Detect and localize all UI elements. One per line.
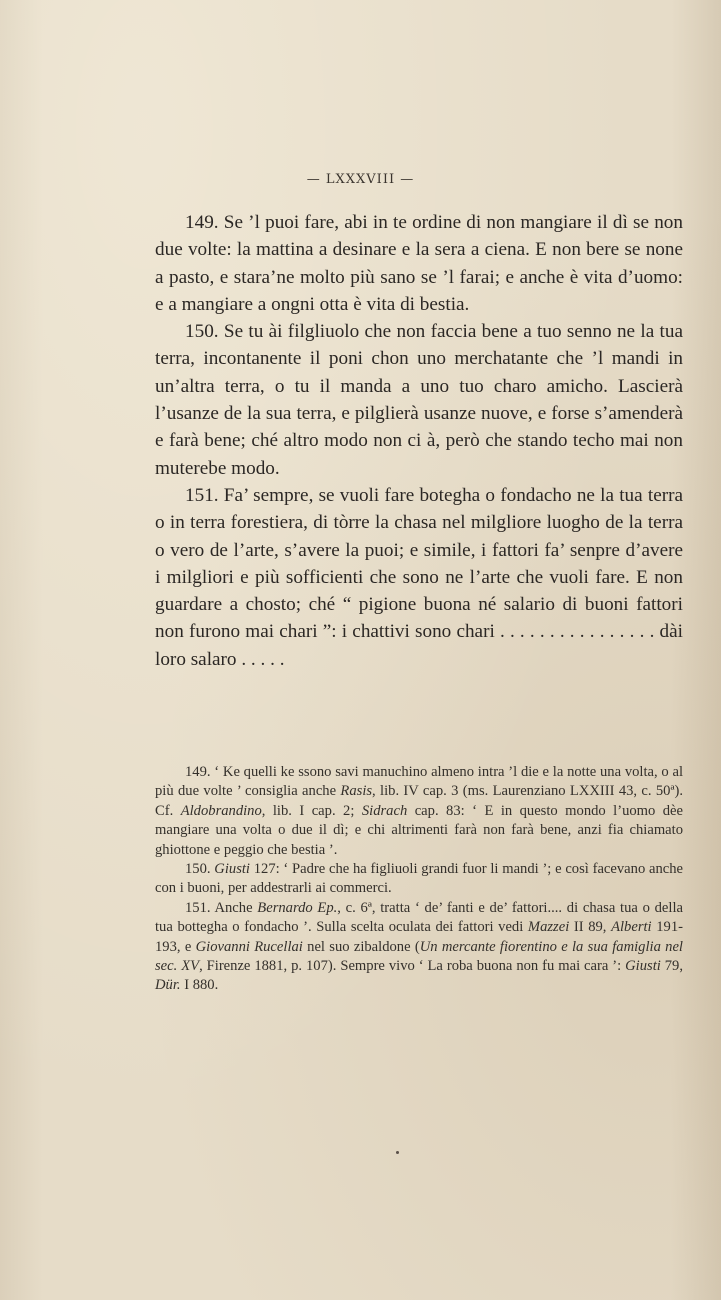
page-number: — LXXXVIII — [306, 172, 415, 187]
note-149: 149. ‘ Ke quelli ke ssono savi manuchino almeno intra ’l die e la notte una volta, o al più due volte ’ consiglia anche Rasis, lib. IV cap. 3 (ms. Laurenziano LXXIII 43, c. 50ª). Cf. Aldobrandino, lib. I cap. 2; Sidrach cap. 83: ‘ E in questo mondo l’uomo dèe mangiare una volta o due il dì; e chi altrimenti farà non farà bene, anzi fia chiamato ghiottone e peggio che bestia ’. [155, 764, 684, 858]
page-header [0, 172, 721, 187]
main-text [155, 209, 683, 673]
note-151: 151. Anche Bernardo Ep., c. 6ª, tratta ‘ de’ fanti e de’ fattori.... di chasa tua o della tua bottegha o fondacho ’. Sulla scelta oculata dei fattori vedi Mazzei II 89, Alberti 191-193, e Giovanni Rucellai nel suo zibaldone (Un mercante fiorentino e la sua famiglia nel sec. XV, Firenze 1881, p. 107). Sempre vivo ‘ La roba buona non fu mai cara ’: Giusti 79, Dür. I 880. [155, 899, 684, 994]
paragraph-150: 150. Se tu ài filgliuolo che non faccia bene a tuo senno ne la tua terra, incontanente il poni chon uno merchatante che ’l mandi in un’altra terra, o tu il manda a uno tuo charo amicho. Lascierà l’usanze de la sua terra, e pilglierà usanze nuove, e forse s’amenderà e farà bene; ché altro modo non ci à, però che stando techo mai non muterebe modo. [155, 321, 683, 479]
paragraph-151: 151. Fa’ sempre, se vuoli fare botegha o fondacho ne la tua terra o in terra forestiera, di tòrre la chasa nel milgliore luogho de la terra o vero de l’arte, s’avere la puoi; e simile, i fattori fa’ senpre d’avere i milgliori e più sofficienti che sono ne l’arte che vuoli fare. E non guardare a chosto; ché “ pigione buona né salario di buoni fattori non furono mai chari ”: i chattivi sono chari . . . . . . . . . . . . . . . . dài loro salaro . . . . . [155, 484, 683, 670]
page-speck [396, 1151, 399, 1154]
footnotes [155, 763, 683, 996]
paragraph-149: 149. Se ’l puoi fare, abi in te ordine di non mangiare il dì se non due volte: la mattina a desinare e la sera a ciena. E non bere se none a pasto, e stara’ne molto più sano se ’l farai; e anche è vita d’uomo: e a mangiare a ongni otta è vita di bestia. [155, 212, 683, 315]
note-150: 150. Giusti 127: ‘ Padre che ha figliuoli grandi fuor li mandi ’; e così facevano anche con i buoni, per addestrarli ai commerci. [155, 861, 684, 897]
